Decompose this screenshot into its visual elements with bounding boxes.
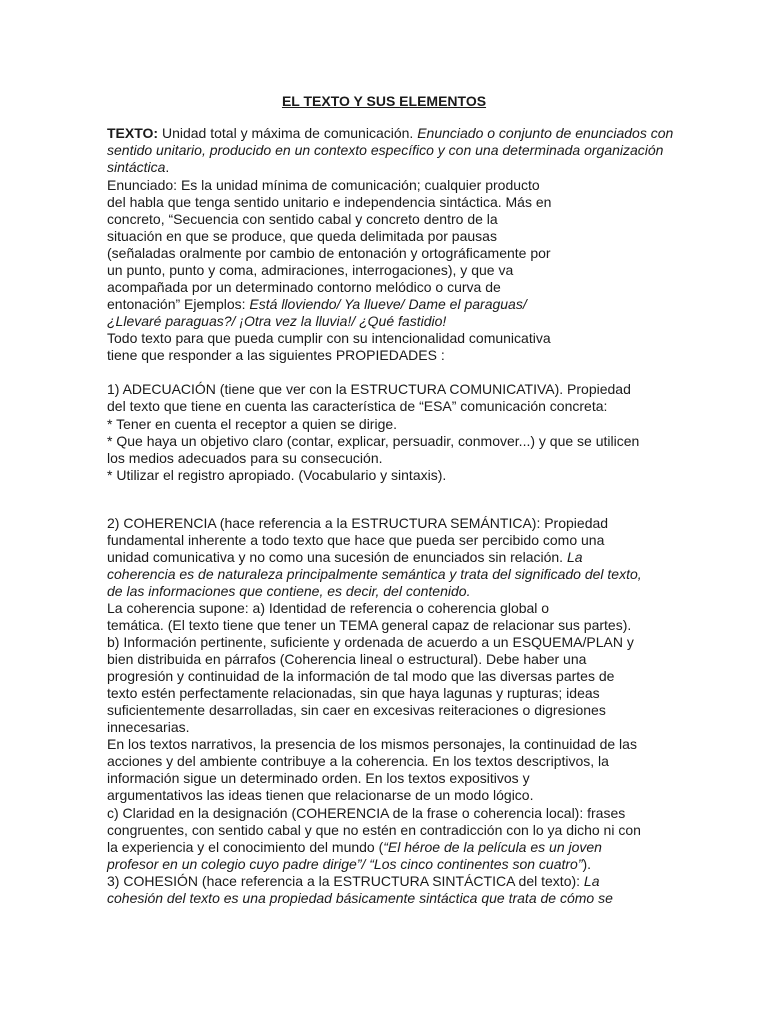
text-run: entonación” Ejemplos: [107,296,250,312]
text-run: . [165,159,170,175]
text-run: fundamental inherente a todo texto que hace que pueda ser percibido como una [107,532,605,548]
text-line [107,450,383,467]
text-line [107,822,641,839]
text-run: sintáctica [107,159,166,175]
text-run: Está lloviendo/ Ya llueve/ Dame el paraguas/ [249,296,527,312]
text-line [107,549,583,566]
text-run: concreto, “Secuencia con sentido cabal y concreto dentro de la [107,211,498,227]
text-run: bien distribuida en párrafos (Coherencia lineal o estructural). Debe haber una [107,651,587,667]
text-line [107,159,169,176]
text-line [107,805,625,822]
text-run: La [583,873,600,889]
text-line [107,685,600,702]
text-run: coherencia es de naturaleza principalmente semántica y trata del significado del texto, [107,566,642,582]
text-run: los medios adecuados para su consecución. [107,450,383,466]
text-run: congruentes, con sentido cabal y que no estén en contradicción con lo ya dicho ni con [107,822,641,838]
text-line [107,262,513,279]
text-run: suficientemente desarrolladas, sin caer en excesivas reiteraciones o digresiones [107,702,606,718]
text-line [107,313,446,330]
text-run: acciones y del ambiente contribuye a la coherencia. En los textos descriptivos, la [107,753,609,769]
text-run: * Utilizar el registro apropiado. (Vocabulario y sintaxis). [107,467,447,483]
text-run: temática. (El texto tiene que tener un TEMA general capaz de relacionar sus partes). [107,617,632,633]
text-line [107,719,190,736]
text-run: 2) COHERENCIA (hace referencia a la ESTRUCTURA SEMÁNTICA): Propiedad [107,515,609,531]
text-run: la experiencia y el conocimiento del mundo ( [107,839,384,855]
text-run: ). [582,856,592,872]
text-run: La [566,549,583,565]
text-line [107,330,551,347]
text-line [107,211,498,228]
document-title: EL TEXTO Y SUS ELEMENTOS [281,93,487,109]
text-line [107,856,591,873]
text-line [107,702,606,719]
text-line [107,515,608,532]
text-run: (señaladas oralmente por cambio de entonación y ortográficamente por [107,245,551,261]
text-run: b) Información pertinente, suficiente y ordenada de acuerdo a un ESQUEMA/PLAN y [107,634,634,650]
text-line [107,890,613,907]
text-run: Unidad total y máxima de comunicación. [158,125,418,141]
text-run: Todo texto para que pueda cumplir con su intencionalidad comunicativa [107,330,551,346]
text-line [107,347,445,364]
text-run: información sigue un determinado orden. En los textos expositivos y [107,770,530,786]
text-run: del texto que tiene en cuenta las característica de “ESA” comunicación concreta: [107,398,608,414]
text-line [107,736,637,753]
text-line [107,532,604,549]
text-line [107,398,607,415]
text-run: * Que haya un objetivo claro (contar, explicar, persuadir, conmover...) y que se utilicen [107,433,640,449]
text-line [107,177,540,194]
text-line [107,583,470,600]
text-line [107,245,551,262]
text-line [107,634,634,651]
text-run: * Tener en cuenta el receptor a quien se dirige. [107,416,398,432]
text-line [107,566,642,583]
text-run: texto estén perfectamente relacionadas, sin que haya lagunas y rupturas; ideas [107,685,600,701]
text-line [107,600,549,617]
text-run: de las informaciones que contiene, es decir, del contenido. [107,583,471,599]
text-line [107,617,631,634]
text-run: acompañada por un determinado contorno melódico o curva de [107,279,501,295]
text-line [107,296,527,313]
text-run: tiene que responder a las siguientes PROPIEDADES : [107,347,445,363]
text-line [107,753,609,770]
text-line [107,433,639,450]
text-run: En los textos narrativos, la presencia de los mismos personajes, la continuidad de las [107,736,637,752]
text-run: del habla que tenga sentido unitario e independencia sintáctica. Más en [107,194,552,210]
text-run: unidad comunicativa y no como una sucesión de enunciados sin relación. [107,549,567,565]
text-line [107,839,602,856]
text-line [107,228,497,245]
text-line [107,873,600,890]
text-run: Enunciado: Es la unidad mínima de comunicación; cualquier producto [107,177,540,193]
text-line [107,416,397,433]
text-run: un punto, punto y coma, admiraciones, interrogaciones), y que va [107,262,514,278]
text-run: argumentativos las ideas tienen que relacionarse de un modo lógico. [107,787,534,803]
text-run: “El héroe de la película es un joven [383,839,602,855]
text-line [107,381,631,398]
text-line [107,787,534,804]
text-run: 3) COHESIÓN (hace referencia a la ESTRUCTURA SINTÁCTICA del texto): [107,873,584,889]
text-run: situación en que se produce, que queda delimitada por pausas [107,228,497,244]
text-line [107,125,673,142]
text-run: cohesión del texto es una propiedad básicamente sintáctica que trata de cómo se [107,890,613,906]
text-run: sentido unitario, producido en un contexto específico y con una determinada organización [107,142,664,158]
text-run: innecesarias. [107,719,190,735]
text-line [107,194,551,211]
text-run: profesor en un colegio cuyo padre dirige”/ “Los cinco continentes son cuatro” [107,856,583,872]
text-run: La coherencia supone: a) Identidad de referencia o coherencia global o [107,600,550,616]
text-run: ¿Llevaré paraguas?/ ¡Otra vez la lluvia!/ ¿Qué fastidio! [107,313,447,329]
text-line [107,279,501,296]
text-run: c) Claridad en la designación (COHERENCIA de la frase o coherencia local): frases [107,805,626,821]
text-line [107,651,586,668]
text-run: TEXTO: [107,125,159,141]
text-line [107,142,663,159]
text-line [107,467,446,484]
text-run: progresión y continuidad de la información de tal modo que las diversas partes de [107,668,615,684]
text-run: 1) ADECUACIÓN (tiene que ver con la ESTRUCTURA COMUNICATIVA). Propiedad [107,381,631,397]
text-line [107,770,530,787]
text-run: Enunciado o conjunto de enunciados con [417,125,674,141]
text-line [107,668,614,685]
